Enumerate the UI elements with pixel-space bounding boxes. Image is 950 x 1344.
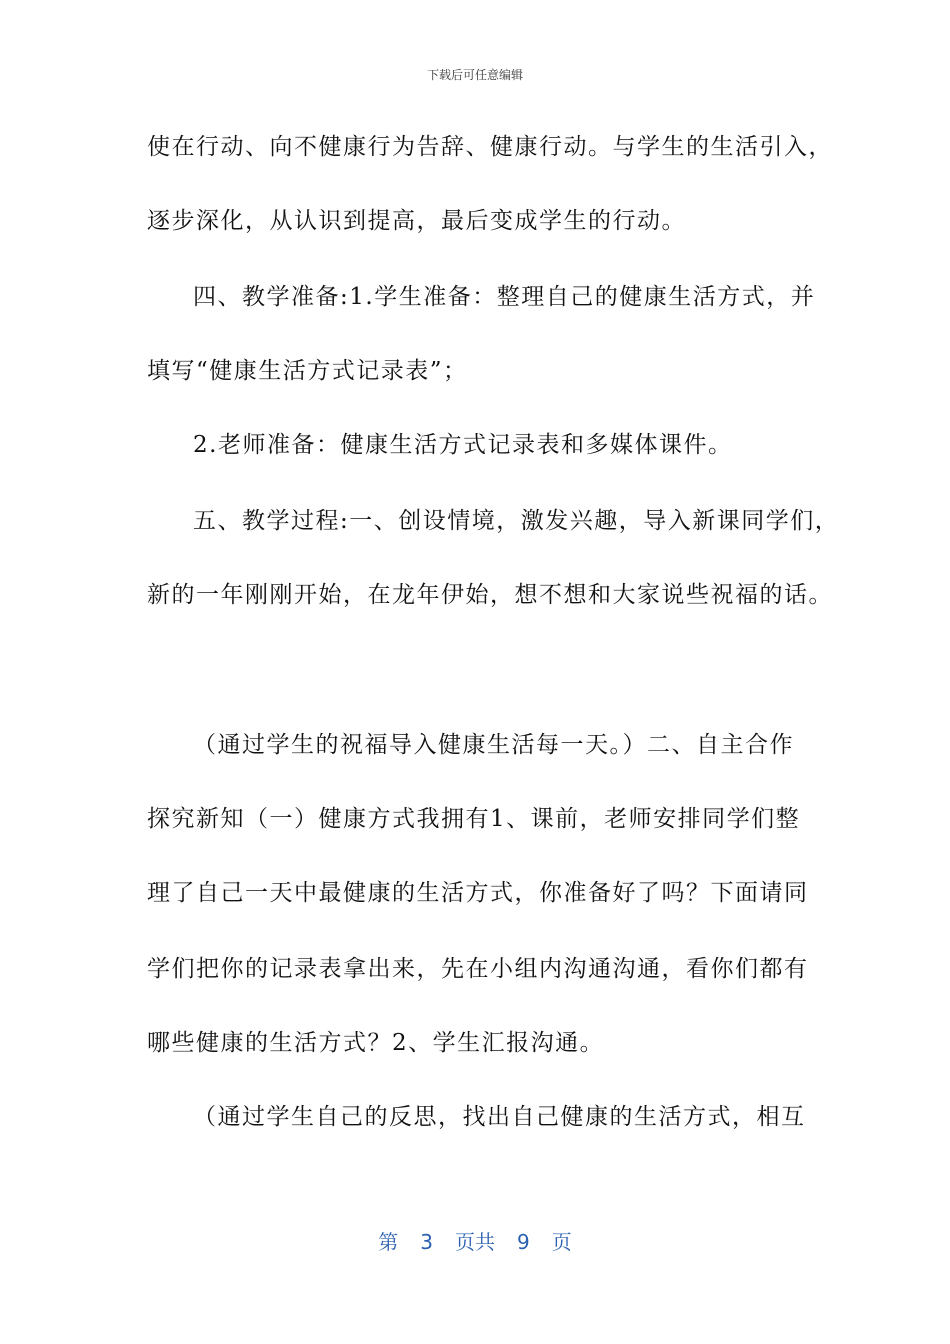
footer-page-prefix: 第 (378, 1230, 399, 1254)
footer-page-suffix: 页 (551, 1230, 572, 1254)
text-line: 填写“健康生活方式记录表”； (147, 358, 468, 384)
text-line: 使在行动、向不健康行为告辞、健康行动。与学生的生活引入， (147, 134, 833, 160)
text-line: 新的一年刚刚开始，在龙年伊始，想不想和大家说些祝福的话。 (147, 582, 833, 608)
text-line: 哪些健康的生活方式？2、学生汇报沟通。 (147, 1030, 605, 1056)
page-footer (0, 1226, 950, 1255)
footer-page-number: 3 (420, 1230, 433, 1254)
footer-page-mid: 页共 (455, 1230, 495, 1254)
text-line: 学们把你的记录表拿出来，先在小组内沟通沟通，看你们都有 (147, 956, 809, 982)
text-line: 五、教学过程:一、创设情境，激发兴趣，导入新课同学们， (193, 508, 840, 534)
text-line: （通过学生的祝福导入健康生活每一天。）二、自主合作 (193, 732, 794, 758)
text-line: 四、教学准备:1.学生准备：整理自己的健康生活方式，并 (193, 284, 816, 310)
text-line: 逐步深化，从认识到提高，最后变成学生的行动。 (147, 208, 686, 234)
text-line: 2.老师准备：健康生活方式记录表和多媒体课件。 (193, 432, 733, 458)
text-line: 探究新知（一）健康方式我拥有1、课前，老师安排同学们整 (147, 806, 801, 832)
page-header: 下载后可任意编辑 (426, 68, 523, 82)
text-line: 理了自己一天中最健康的生活方式，你准备好了吗？下面请同 (147, 880, 809, 906)
text-line: （通过学生自己的反思，找出自己健康的生活方式，相互 (193, 1104, 806, 1130)
footer-page-total: 9 (517, 1230, 530, 1254)
